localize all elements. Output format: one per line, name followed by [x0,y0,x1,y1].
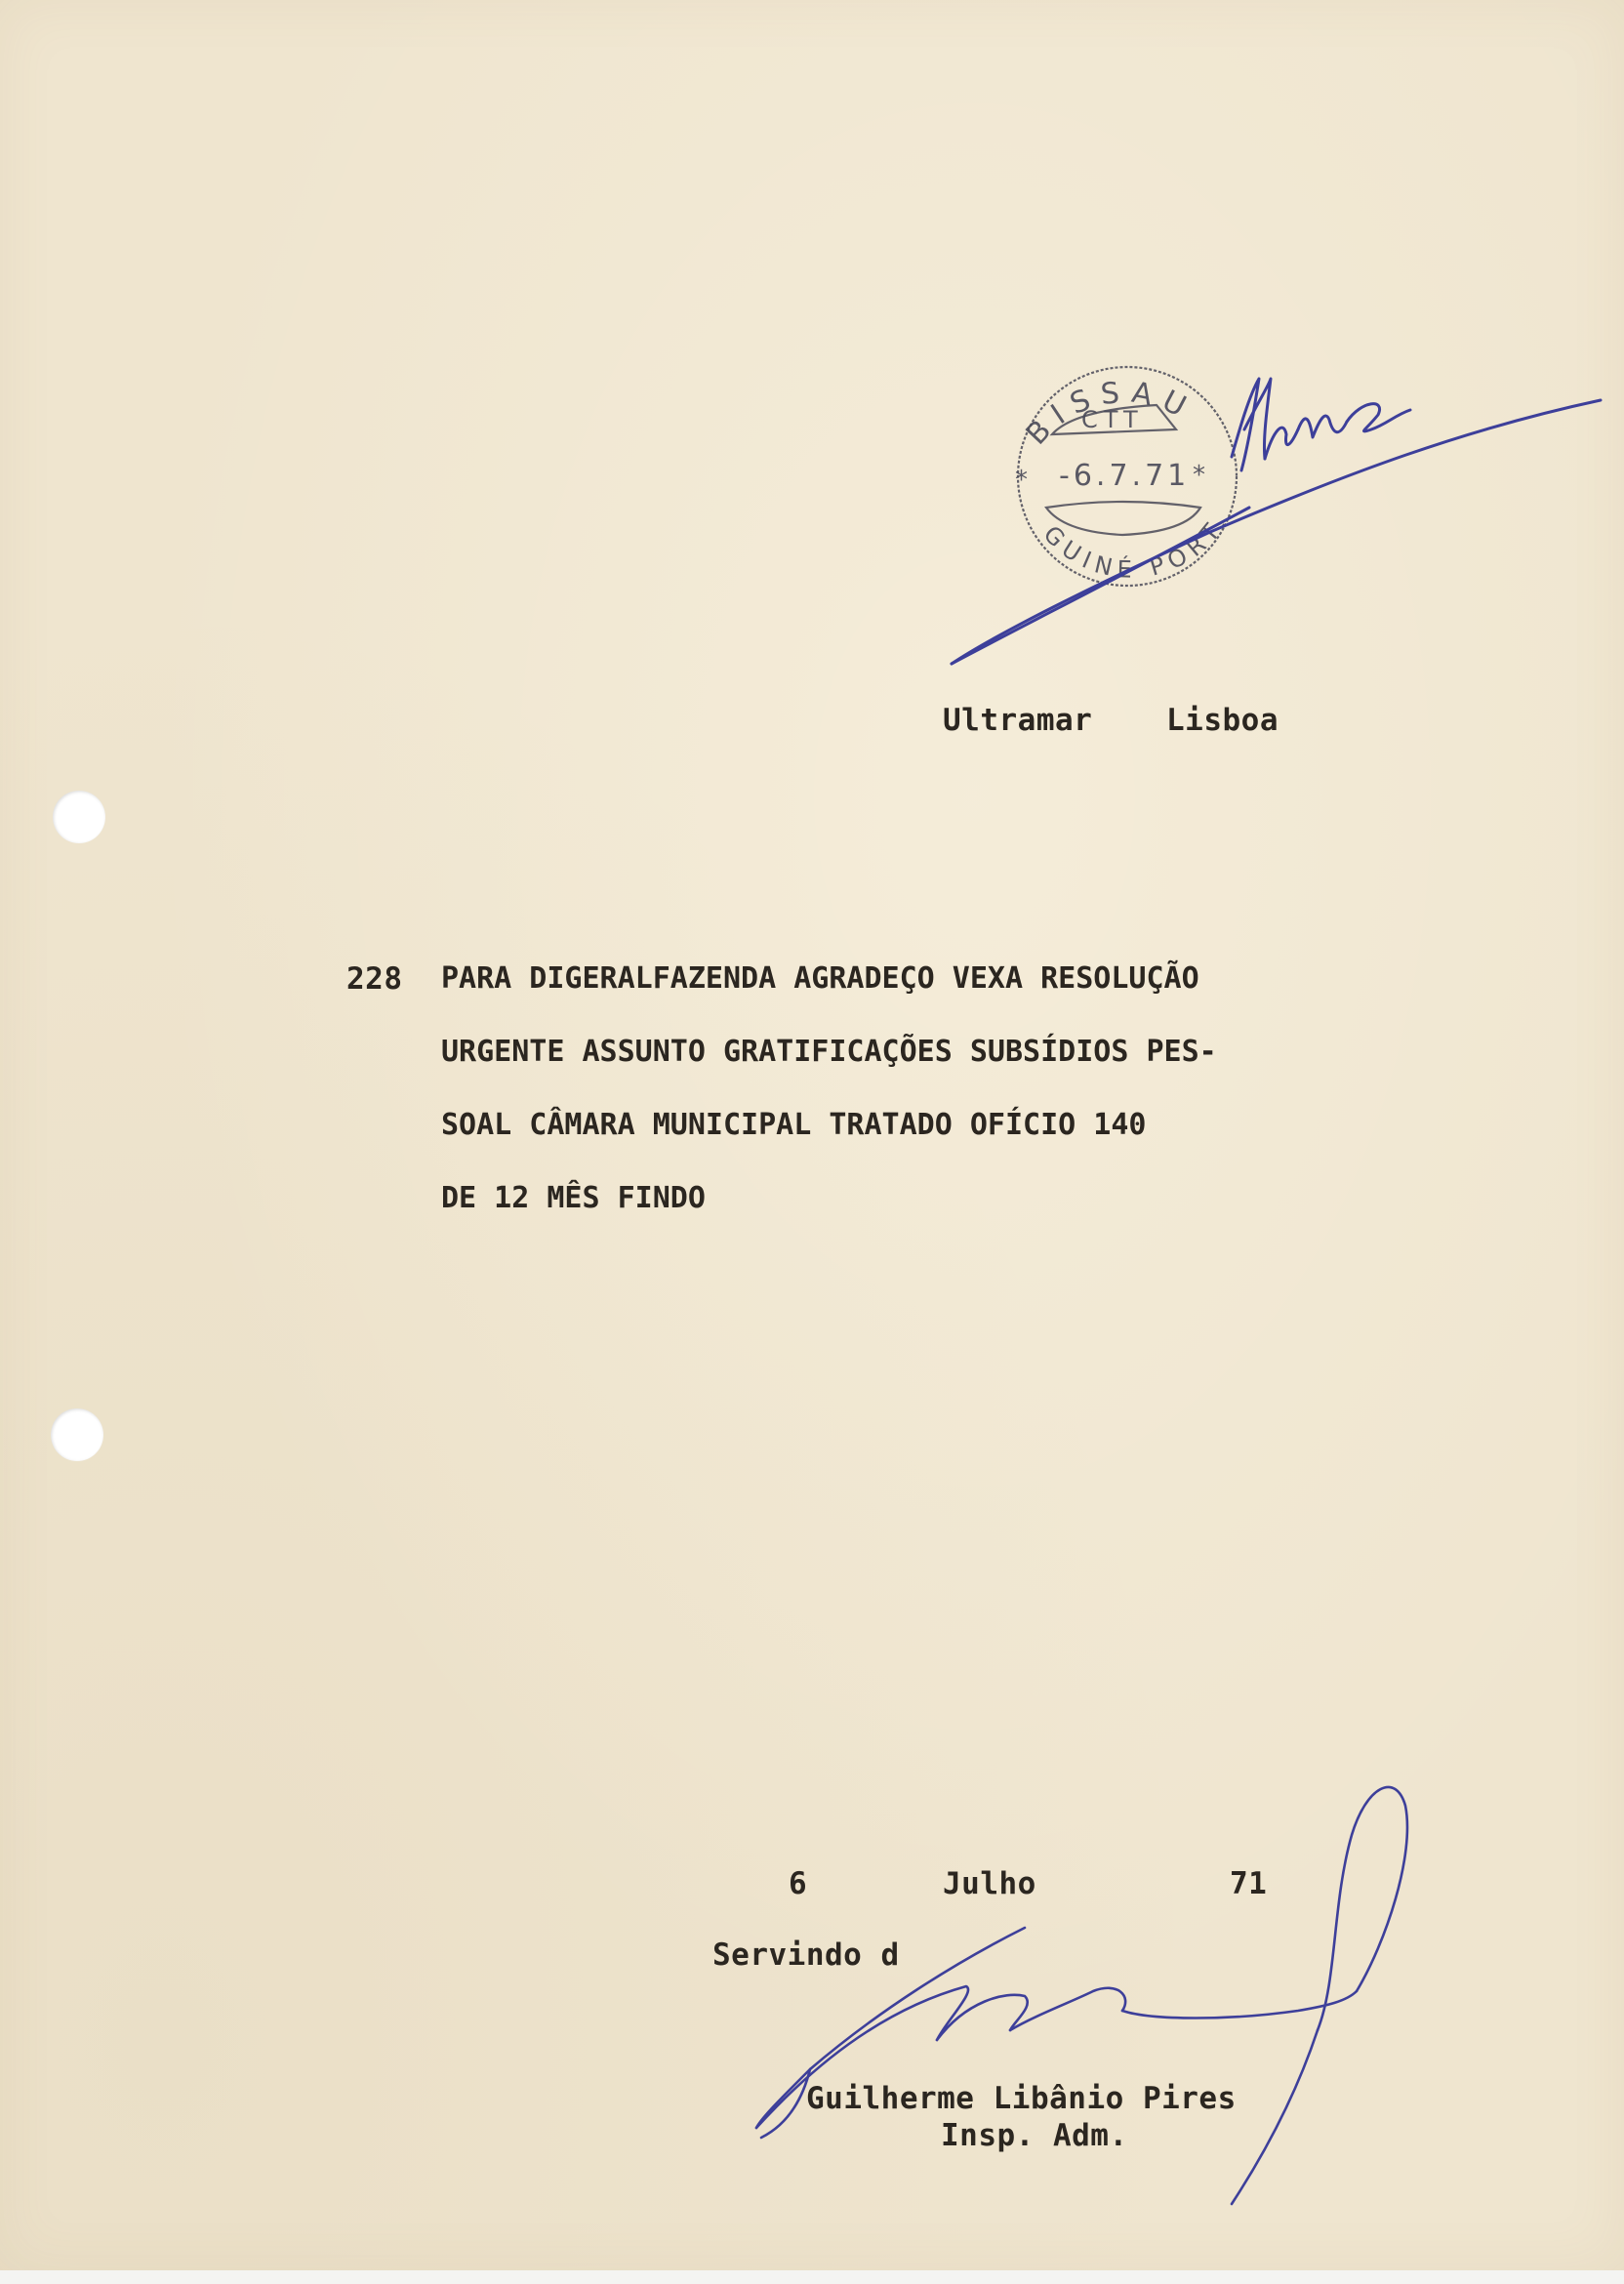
footer-month: Julho [943,1866,1036,1901]
scan-margin [0,2270,1624,2284]
footer-year: 71 [1230,1866,1268,1901]
punch-hole-top [53,791,105,843]
message-line-2: URGENTE ASSUNTO GRATIFICAÇÕES SUBSÍDIOS PES- [441,1035,1217,1069]
message-line-3: SOAL CÂMARA MUNICIPAL TRATADO OFÍCIO 140 [441,1108,1147,1142]
signatory-title: Insp. Adm. [941,2118,1128,2153]
recipient-city: Lisboa [1166,703,1279,738]
recipient-office: Ultramar [943,703,1093,738]
message-line-1: PARA DIGERALFAZENDA AGRADEÇO VEXA RESOLUÇÃO [441,961,1199,996]
signatory-name: Guilherme Libânio Pires [806,2081,1237,2116]
message-number: 228 [346,961,403,997]
stamp-country: GUINÉ PORT. [1037,506,1236,584]
serving-note: Servindo d [712,1937,900,1973]
stamp-star-left: * [1015,466,1028,495]
stamp-star-right: * [1193,461,1205,490]
message-line-4: DE 12 MÊS FINDO [441,1181,706,1215]
stamp-city: BISSAU [1019,375,1200,452]
footer-day: 6 [789,1866,808,1901]
punch-hole-bottom [51,1408,103,1461]
stamp-date: -6.7.71 [1059,459,1191,493]
stamp-service: CTT [1081,406,1144,433]
